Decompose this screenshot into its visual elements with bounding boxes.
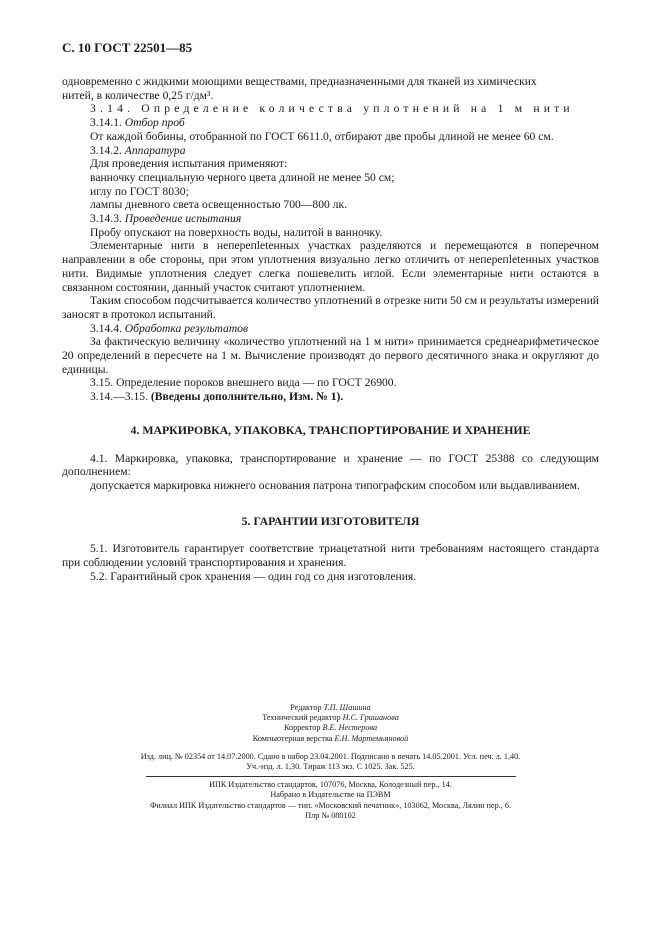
clause-3-14-3-title: Проведение испытания [124,212,242,226]
apparatus-item: ванночку специальную черного цвета длиной не менее 50 см; [90,170,395,184]
continuation-paragraph [62,75,599,102]
publisher-details [0,780,661,821]
tech-editor-line [0,713,661,723]
section-5-title: 5. ГАРАНТИИ ИЗГОТОВИТЕЛЯ [241,513,420,528]
publication-line-2: Уч.-изд. л. 1,30. Тираж 113 экз. С 1025. Зак. 525. [246,762,415,772]
sampling-text: От каждой бобины, отобранной по ГОСТ 6611.0, отбирают две пробы длиной не менее 60 см. [90,129,554,143]
tech-editor-label: Технический редактор [262,713,343,723]
proofreader-line [0,723,661,733]
test-paragraph-1: Пробу опускают на поверхность воды, налитой в ванночку. [90,225,383,239]
publisher-line-1: ИПК Издательство стандартов, 107076, Москва, Колодезный пер., 14. [209,780,452,790]
clause-3-15: 3.15. Определение пороков внешнего вида — по ГОСТ 26900. [90,376,397,390]
credits [0,703,661,744]
clause-4-1-addition: допускается маркировка нижнего основания патрона типографским способом или выдавливанием. [90,478,580,492]
clause-3-14-2-heading [62,144,599,158]
clause-3-14-4-title: Обработка результатов [124,321,249,335]
clause-3-14-2-title: Аппаратура [124,143,186,157]
clause-3-14-3-number: 3.14.3. [90,212,125,226]
imprint-divider [146,776,516,777]
clause-3-14-3-heading [62,212,599,226]
section-4-title: 4. МАРКИРОВКА, УПАКОВКА, ТРАНСПОРТИРОВАНИЕ И ХРАНЕНИЕ [130,422,531,437]
clause-3-14-title: 3.14. Определение количества уплотнений на 1 м нити [90,102,574,116]
apparatus-item: иглу по ГОСТ 8030; [90,184,189,198]
amendment-range: 3.14.—3.15. [90,390,151,404]
continuation-line-2: нитей, в количестве 0,25 г/дм³. [62,88,214,102]
editor-label: Редактор [290,703,324,712]
publisher-line-2: Набрано в Издательстве на ПЭВМ [270,790,391,800]
clause-3-14-2-number: 3.14.2. [90,143,125,157]
publication-details [0,752,661,772]
continuation-line-1: одновременно с жидкими моющими веществами, предназначенными для тканей из химических [62,75,537,88]
publication-line-1: Изд. лиц. № 02354 от 14.07.2000. Сдано в набор 23.04.2001. Подписано в печать 14.05.2001. Усл. печ. л. 1,40. [140,751,521,761]
layout-label: Компьютерная верстка [252,733,335,743]
document-body [62,75,599,584]
clause-3-14-4-number: 3.14.4. [90,321,125,335]
apparatus-item: лампы дневного света освещенностью 700—800 лк. [90,198,347,212]
imprint-block [0,703,661,821]
clause-5-1: 5.1. Изготовитель гарантирует соответствие триацетатной нити требованиям настоящего стандарта при соблюдении условий транспортирования и хранения. [62,542,599,570]
proofreader-label: Корректор [283,723,323,733]
editor-name: Т.П. Шашина [323,703,371,712]
clause-3-14-1-title: Отбор проб [124,116,185,130]
page-header: С. 10 ГОСТ 22501—85 [62,40,193,55]
apparatus-intro: Для проведения испытания применяют: [90,157,288,171]
test-paragraph-3: Таким способом подсчитывается количество уплотнений в отрезке нити 50 см и результаты измерений заносят в протокол испытаний. [62,294,599,321]
clause-3-14 [62,102,599,116]
clause-3-14-1-number: 3.14.1. [90,116,125,130]
tech-editor-name: Н.С. Гришанова [342,713,399,723]
editor-line [0,703,661,713]
clause-4-1: 4.1. Маркировка, упаковка, транспортирование и хранение — по ГОСТ 25388 со следующим дополнением: [62,451,599,479]
publisher-line-3: Филиал ИПК Издательство стандартов — тип. «Московский печатник», 103062, Москва, Лялин пер., 6. [149,800,512,810]
clause-5-2: 5.2. Гарантийный срок хранения — один год со дня изготовления. [90,569,417,583]
layout-name: Е.Н. Мартемьяновой [334,733,409,743]
clause-3-14-4-heading [62,322,599,336]
result-paragraph: За фактическую величину «количество уплотнений на 1 м нити» принимается среднеарифметическое 20 определений в пересчете на 1 м. Вычисление производят до первого десятичного знака и округляют до единицы. [62,335,599,376]
test-paragraph-2: Элементарные нити в неперепletенных участках разделяются и перемещаются в поперечном направлении в обе стороны, при этом уплотнения визуально легко отличить от неперепletенных участков нити. Видимые уплотнения следует слегка пошевелить иглой. Если элементарные нити остаются в связанном состоянии, данный участок считают уплотнением. [62,239,599,294]
amendment-text: (Введены дополнительно, Изм. № 1). [150,390,344,404]
publisher-line-4: Плр № 080102 [305,810,356,820]
amendment-note [62,390,599,404]
layout-line [0,734,661,744]
proofreader-name: В.Е. Нестерова [322,723,378,733]
clause-3-14-1-heading [62,116,599,130]
